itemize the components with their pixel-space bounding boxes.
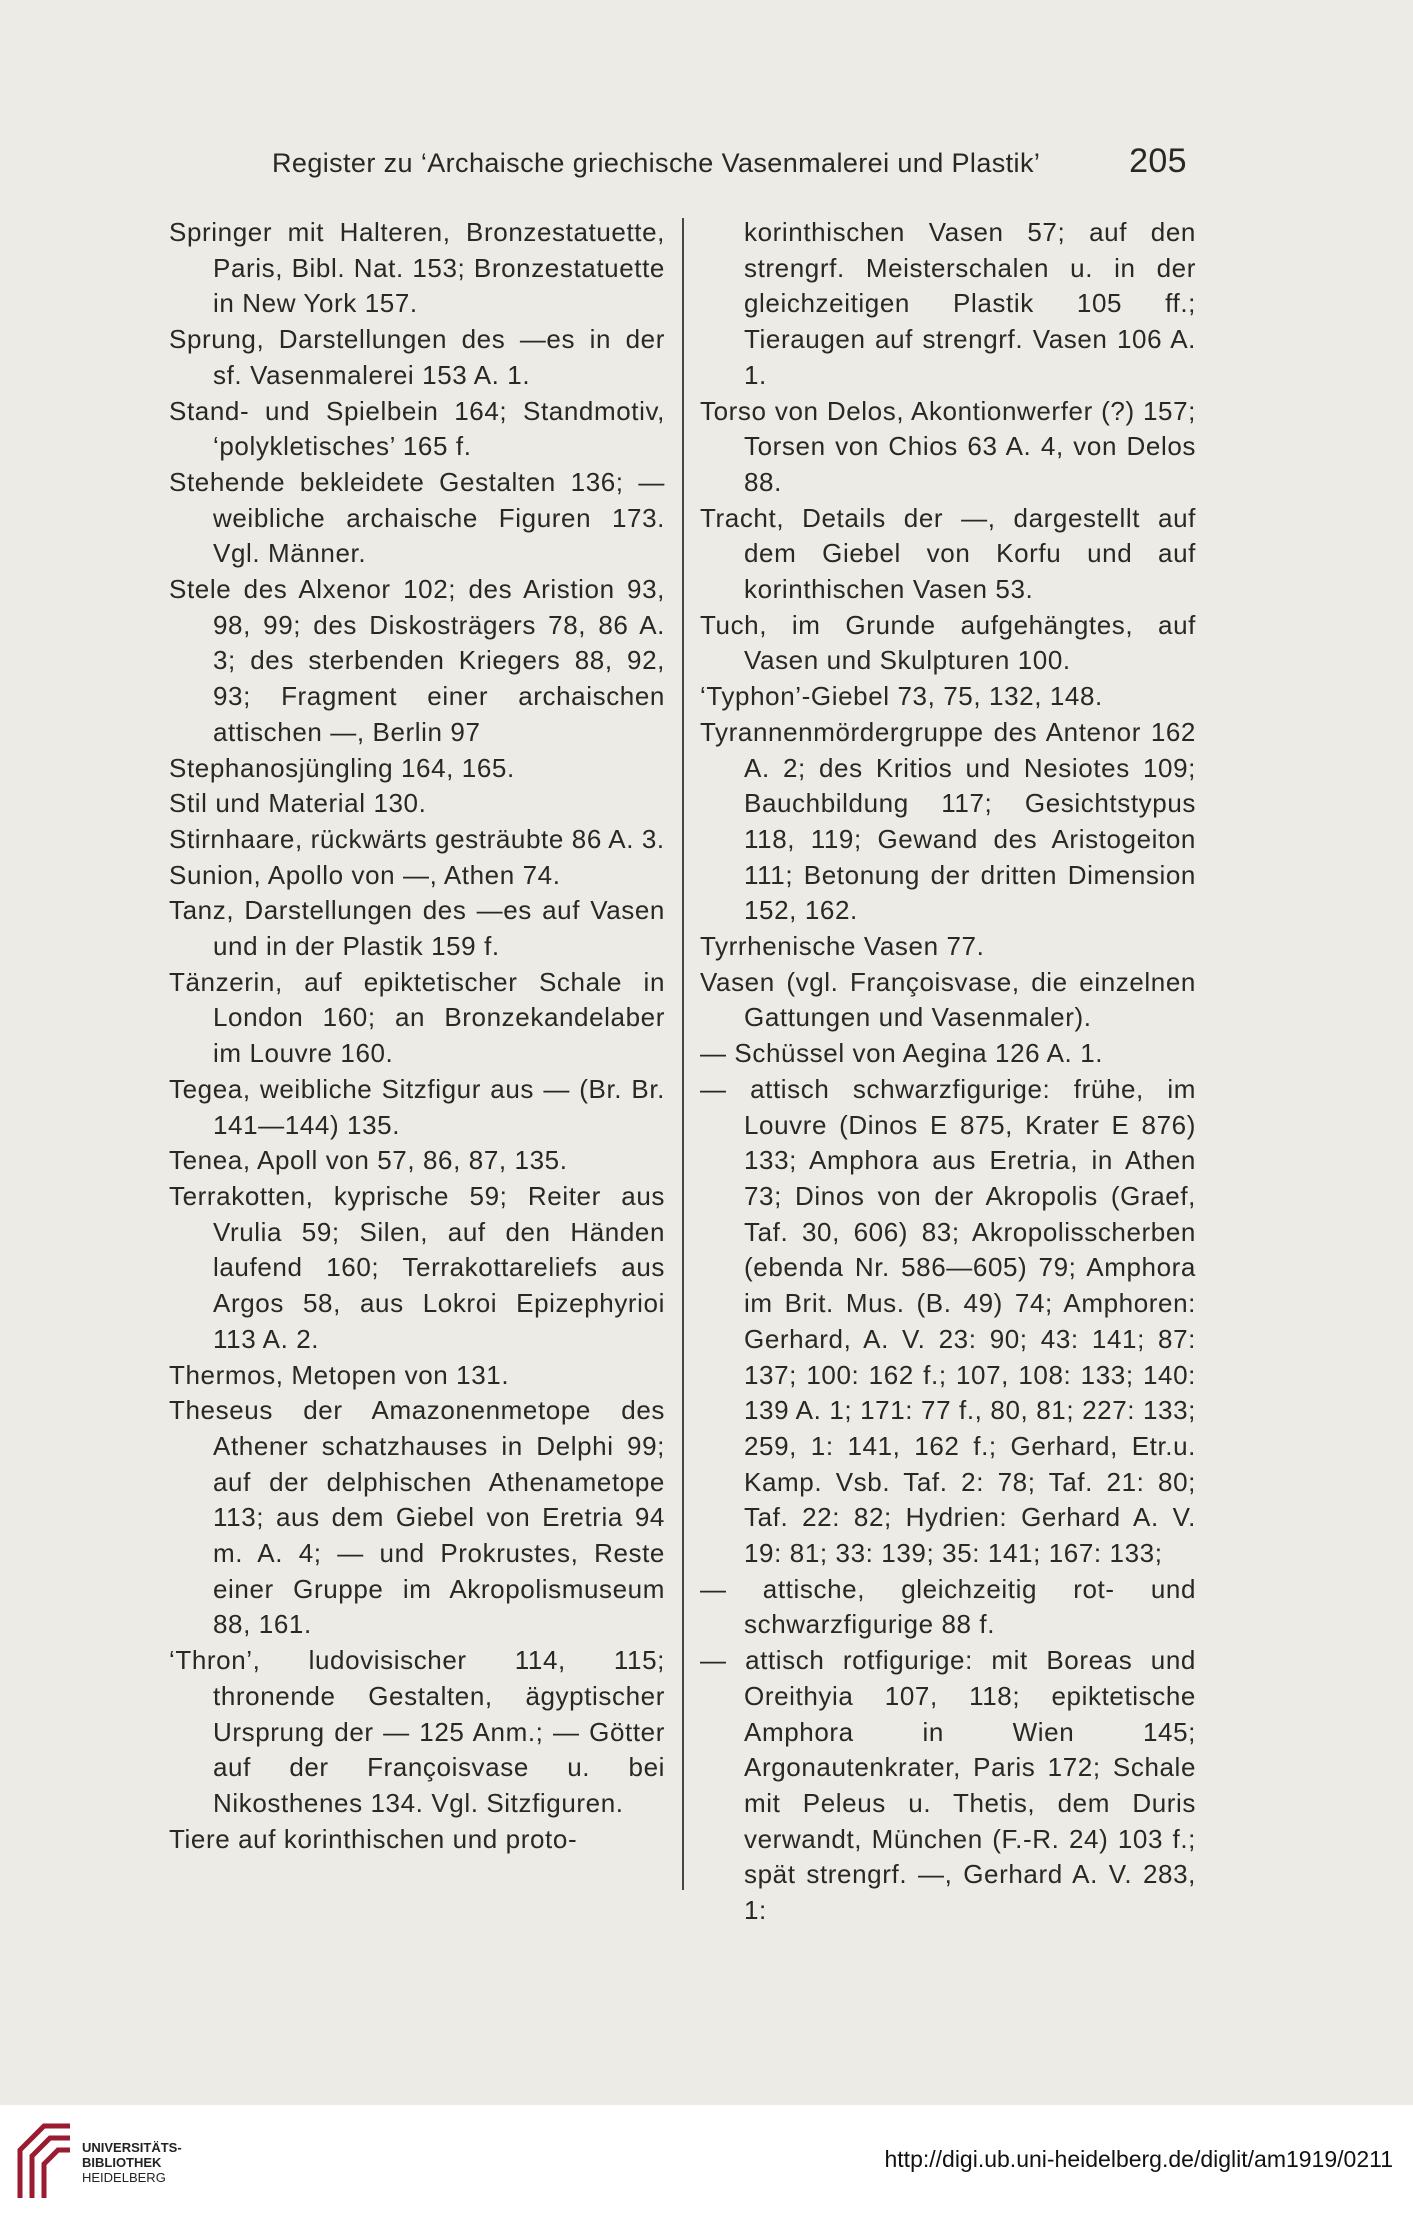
index-subentry: — attisch rotfigurige: mit Boreas und Oreithyia 107, 118; epiktetische Amphora in Wien 145; Argonautenkrater, Paris 172; Schale mit Peleus u. Thetis, dem Duris verwandt, München (F.-R. 24) 103 f.; spät strengrf. —, Gerhard A. V. 283, 1: [700, 1645, 1196, 1926]
index-entry: ‘Typhon’-Giebel 73, 75, 132, 148. [700, 681, 1103, 712]
index-entry: Stil und Material 130. [169, 788, 427, 819]
index-entry: Stirnhaare, rückwärts gesträubte 86 A. 3. [169, 823, 665, 854]
library-logo-text [82, 2140, 182, 2185]
index-entry: Tenea, Apoll von 57, 86, 87, 135. [169, 1145, 568, 1176]
index-column-right [700, 215, 1196, 1929]
index-entry: Springer mit Halteren, Bronzestatuette, Paris, Bibl. Nat. 153; Bronzestatuette in New York 157. [169, 217, 665, 319]
index-subentry: — Schüssel von Aegina 126 A. 1. [700, 1038, 1104, 1069]
page-number: 205 [1129, 142, 1187, 180]
logo-line: UNIVERSITÄTS- [82, 2140, 182, 2155]
index-entry: Terrakotten, kyprische 59; Reiter aus Vrulia 59; Silen, auf den Händen laufend 160; Terrakottareliefs aus Argos 58, aus Lokroi Epizephyrioi 113 A. 2. [169, 1180, 665, 1354]
index-entry: Sunion, Apollo von —, Athen 74. [169, 859, 561, 890]
index-entry: Stehende bekleidete Gestalten 136; — weibliche archaische Figuren 173. Vgl. Männer. [169, 466, 665, 569]
index-subentry: — attisch schwarzfigurige: frühe, im Louvre (Dinos E 875, Krater E 876) 133; Amphora aus Eretria, in Athen 73; Dinos von der Akropolis (Graef, Taf. 30, 606) 83; Akropolisscherben (ebenda Nr. 586—605) 79; Amphora im Brit. Mus. (B. 49) 74; Amphoren: Gerhard, A. V. 23: 90; 43: 141; 87: 137; 100: 162 f.; 107, 108: 133; 140: 139 A. 1; 171: 77 f., 80, 81; 227: 133; 259, 1: 141, 162 f.; Gerhard, Etr.u. Kamp. Vsb. Taf. 2: 78; Taf. 21: 80; Taf. 22: 82; Hydrien: Gerhard A. V. 19: 81; 33: 139; 35: 141; 167: 133; [700, 1073, 1196, 1569]
index-entry: Theseus der Amazonenmetope des Athener schatzhauses in Delphi 99; auf der delphischen Athenametope 113; aus dem Giebel von Eretria 94 m. A. 4; — und Prokrustes, Reste einer Gruppe im Akropolismuseum 88, 161. [169, 1395, 665, 1640]
index-entry: Vasen (vgl. Françoisvase, die einzelnen Gattungen und Vasenmaler). [700, 966, 1196, 1033]
index-entry: Stele des Alxenor 102; des Aristion 93, 98, 99; des Diskosträgers 78, 86 A. 3; des sterbenden Kriegers 88, 92, 93; Fragment einer archaischen attischen —, Berlin 97 [169, 574, 665, 747]
index-entry: Torso von Delos, Akontionwerfer (?) 157; Torsen von Chios 63 A. 4, von Delos 88. [700, 395, 1196, 497]
column-divider [682, 218, 684, 1890]
index-entry: Sprung, Darstellungen des —es in der sf. Vasenmalerei 153 A. 1. [169, 324, 665, 390]
index-entry: Tiere auf korinthischen und proto- [169, 1823, 578, 1854]
source-url-link[interactable]: http://digi.ub.uni-heidelberg.de/diglit/am1919/0211 [884, 2146, 1393, 2172]
running-header [272, 142, 1187, 188]
index-entry: ‘Thron’, ludovisischer 114, 115; thronende Gestalten, ägyptischer Ursprung der — 125 Anm.; — Götter auf der Françoisvase u. bei Nikosthenes 134. Vgl. Sitzfiguren. [169, 1645, 665, 1818]
index-subentry: — attische, gleichzeitig rot- und schwarzfigurige 88 f. [700, 1573, 1196, 1640]
logo-line: HEIDELBERG [82, 2170, 166, 2185]
index-column-left [169, 215, 665, 1857]
index-entry: Stand- und Spielbein 164; Standmotiv, ‘polykletisches’ 165 f. [169, 395, 665, 462]
index-entry: Tyrrhenische Vasen 77. [700, 931, 985, 962]
index-entry: Stephanosjüngling 164, 165. [169, 752, 515, 783]
library-logo-icon [14, 2120, 76, 2200]
index-entry: Tuch, im Grunde aufgehängtes, auf Vasen und Skulpturen 100. [700, 609, 1196, 676]
index-entry: Tänzerin, auf epiktetischer Schale in London 160; an Bronzekandelaber im Louvre 160. [169, 966, 665, 1069]
index-entry: Tyrannenmördergruppe des Antenor 162 A. 2; des Kritios und Nesiotes 109; Bauchbildung 117; Gesichtstypus 118, 119; Gewand des Aristogeiton 111; Betonung der dritten Dimension 152, 162. [700, 716, 1196, 926]
logo-line: BIBLIOTHEK [82, 2155, 162, 2170]
index-entry: Thermos, Metopen von 131. [169, 1359, 510, 1390]
index-entry-continued: korinthischen Vasen 57; auf den strengrf. Meisterschalen u. in der gleichzeitigen Plastik 105 ff.; Tieraugen auf strengrf. Vasen 106 A. 1. [744, 217, 1196, 390]
header-title: Register zu ‘Archaische griechische Vasenmalerei und Plastik’ [272, 148, 1041, 178]
index-entry: Tegea, weibliche Sitzfigur aus — (Br. Br. 141—144) 135. [169, 1073, 665, 1140]
index-entry: Tanz, Darstellungen des —es auf Vasen und in der Plastik 159 f. [169, 895, 665, 962]
index-entry: Tracht, Details der —, dargestellt auf dem Giebel von Korfu und auf korinthischen Vasen 53. [700, 502, 1196, 605]
